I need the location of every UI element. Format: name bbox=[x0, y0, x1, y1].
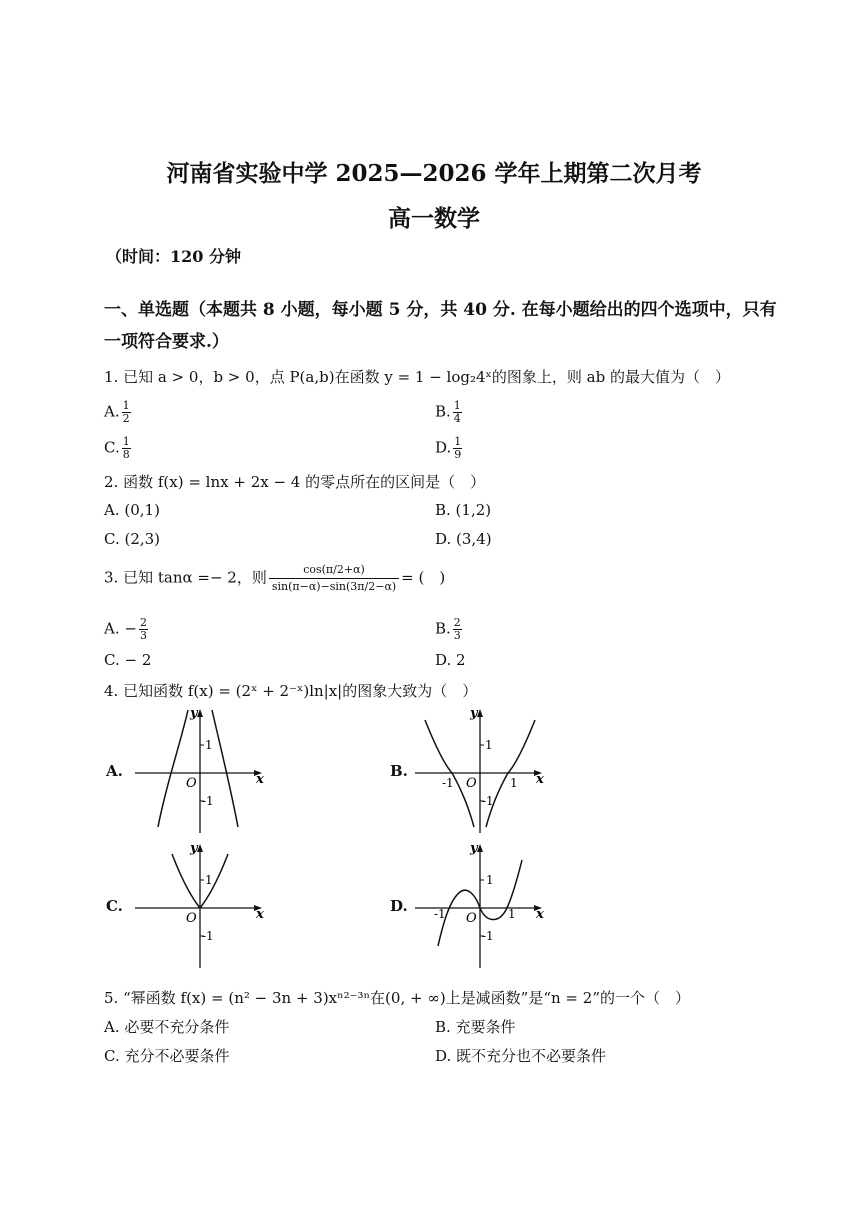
q5-option-d: D. 既不充分也不必要条件 bbox=[435, 1047, 607, 1065]
q3-stem-pre: 3. 已知 tanα =− 2，则 bbox=[104, 568, 267, 587]
svg-text:y: y bbox=[190, 841, 198, 856]
q3-expression-fraction bbox=[269, 562, 399, 595]
svg-text:y: y bbox=[190, 706, 198, 721]
q1-option-a-fraction: $\frac{1}{2}$ bbox=[122, 399, 130, 425]
section-heading-line2: 一项符合要求.） bbox=[104, 332, 229, 352]
q3-option-d: D. 2 bbox=[435, 651, 466, 669]
q4-graph-d-label: D. bbox=[390, 897, 408, 915]
q4-graph-d bbox=[410, 840, 550, 970]
svg-text:-1: -1 bbox=[482, 794, 494, 808]
q2-option-a: A. (0,1) bbox=[104, 501, 160, 519]
q4-graph-b bbox=[410, 705, 550, 835]
q3-stem-post: = ( ) bbox=[401, 568, 446, 587]
svg-text:O: O bbox=[186, 776, 197, 791]
q1-option-c bbox=[104, 436, 131, 461]
question-4-stem: 4. 已知函数 f(x) = (2ˣ + 2⁻ˣ)ln|x|的图象大致为（ ） bbox=[104, 682, 478, 700]
svg-text:y: y bbox=[470, 841, 478, 856]
svg-text:-1: -1 bbox=[202, 794, 214, 808]
q1-option-b bbox=[435, 400, 462, 425]
q3-denominator: sin(π−α)−sin(3π/2−α) bbox=[271, 580, 397, 593]
svg-text:-1: -1 bbox=[442, 776, 454, 790]
q1-option-c-label: C. bbox=[104, 438, 120, 457]
q4-graph-a bbox=[130, 705, 270, 835]
q1-option-b-label: B. bbox=[435, 402, 451, 421]
q3-option-a-fraction: $\frac{2}{3}$ bbox=[139, 616, 147, 642]
svg-text:y: y bbox=[470, 706, 478, 721]
q4-graph-c bbox=[130, 840, 270, 970]
svg-text:O: O bbox=[466, 911, 477, 926]
svg-text:-1: -1 bbox=[434, 907, 446, 921]
svg-text:x: x bbox=[536, 907, 544, 922]
question-2-stem: 2. 函数 f(x) = lnx + 2x − 4 的零点所在的区间是（ ） bbox=[104, 473, 486, 491]
q3-option-b bbox=[435, 617, 462, 642]
q5-option-a: A. 必要不充分条件 bbox=[104, 1018, 230, 1036]
q2-option-b: B. (1,2) bbox=[435, 501, 492, 519]
svg-text:x: x bbox=[256, 772, 264, 787]
q4-graph-b-label: B. bbox=[390, 762, 408, 780]
q5-option-b: B. 充要条件 bbox=[435, 1018, 516, 1036]
q1-option-b-fraction: $\frac{1}{4}$ bbox=[453, 399, 461, 425]
q1-option-d bbox=[435, 436, 462, 461]
q3-numerator: cos(π/2+α) bbox=[269, 562, 399, 579]
q1-option-a bbox=[104, 400, 131, 425]
q3-option-a-label: A. − bbox=[104, 619, 137, 638]
question-1-stem: 1. 已知 a > 0，b > 0，点 P(a,b)在函数 y = 1 − log₂4ˣ的图象上，则 ab 的最大值为（ ） bbox=[104, 368, 730, 386]
q1-option-a-label: A. bbox=[104, 402, 120, 421]
svg-text:1: 1 bbox=[205, 873, 213, 887]
svg-text:1: 1 bbox=[486, 873, 494, 887]
exam-title: 河南省实验中学 2025—2026 学年上期第二次月考 bbox=[166, 160, 702, 187]
q1-option-d-fraction: $\frac{1}{9}$ bbox=[454, 435, 462, 461]
q4-graph-a-label: A. bbox=[106, 762, 123, 780]
q5-option-c: C. 充分不必要条件 bbox=[104, 1047, 230, 1065]
exam-subtitle: 高一数学 bbox=[388, 205, 480, 232]
svg-text:1: 1 bbox=[205, 738, 213, 752]
q3-option-b-fraction: $\frac{2}{3}$ bbox=[453, 616, 461, 642]
svg-text:x: x bbox=[256, 907, 264, 922]
question-5-stem: 5. “幂函数 f(x) = (n² − 3n + 3)xⁿ²⁻³ⁿ在(0, + ∞)上是减函数”是“n = 2”的一个（ ） bbox=[104, 989, 690, 1007]
svg-text:O: O bbox=[186, 911, 197, 926]
question-3-stem bbox=[104, 562, 445, 595]
q2-option-d: D. (3,4) bbox=[435, 530, 492, 548]
q4-graph-c-label: C. bbox=[106, 897, 123, 915]
q2-option-c: C. (2,3) bbox=[104, 530, 161, 548]
section-heading-line1: 一、单选题（本题共 8 小题，每小题 5 分，共 40 分. 在每小题给出的四个选项中，只有 bbox=[104, 300, 777, 320]
q3-option-a bbox=[104, 617, 148, 642]
q1-option-d-label: D. bbox=[435, 438, 452, 457]
svg-text:x: x bbox=[536, 772, 544, 787]
q3-option-b-label: B. bbox=[435, 619, 451, 638]
q3-option-c: C. − 2 bbox=[104, 651, 152, 669]
exam-time: （时间：120 分钟 bbox=[106, 247, 241, 266]
svg-text:O: O bbox=[466, 776, 477, 791]
svg-text:1: 1 bbox=[508, 907, 516, 921]
q1-option-c-fraction: $\frac{1}{8}$ bbox=[122, 435, 130, 461]
svg-text:-1: -1 bbox=[482, 929, 494, 943]
svg-text:1: 1 bbox=[485, 738, 493, 752]
svg-text:-1: -1 bbox=[202, 929, 214, 943]
svg-text:1: 1 bbox=[510, 776, 518, 790]
